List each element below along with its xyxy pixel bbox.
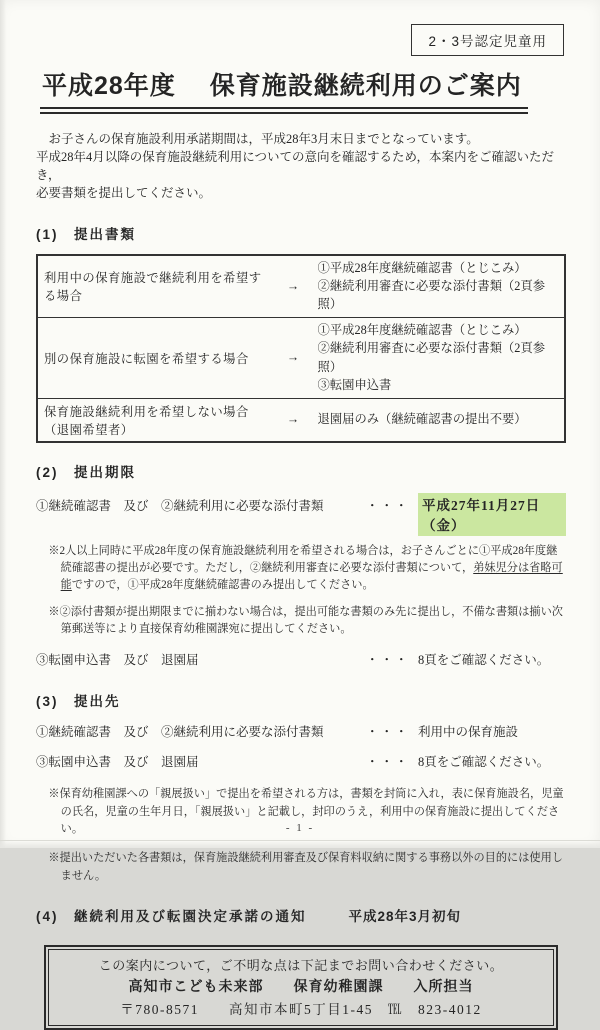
dots-separator: ・・・: [366, 498, 410, 513]
section2-heading: (2) 提出期限: [36, 464, 136, 480]
contact-intro: この案内について，ご不明な点は下記までお問い合わせください。: [98, 958, 504, 974]
section1-heading: (1) 提出書類: [36, 226, 136, 242]
case-cell: 別の保育施設に転園を希望する場合: [37, 317, 275, 398]
page-title: 平成28年度 保育施設継続利用のご案内: [40, 66, 528, 114]
deadline-label: ①継続確認書 及び ②継続利用に必要な添付書類: [36, 498, 324, 513]
case-cell: 保育施設継続利用を希望しない場合（退園希望者）: [37, 398, 275, 442]
section4-heading: (4) 継続利用及び転園決定承諾の通知: [36, 909, 307, 925]
dots-separator: ・・・: [366, 653, 410, 668]
table-row: [37, 255, 565, 318]
note-text: ですので，①平成28年度継続確認書のみ提出してください。: [71, 579, 374, 592]
table-row: [37, 317, 565, 398]
doc-line: 退園届のみ（継続確認書の提出不要）: [317, 412, 527, 427]
dots-separator: ・・・: [366, 725, 410, 740]
docs-cell: [312, 255, 565, 318]
target-audience-badge: 2・3号認定児童用: [411, 24, 564, 56]
intro-line-3: 必要書類を提出してください。: [36, 186, 212, 201]
deadline-line: [36, 493, 566, 536]
arrow-icon: →: [286, 278, 300, 293]
section4-line: [36, 905, 566, 925]
section3-item3-line: [36, 752, 566, 770]
scan-edge-bottom: [0, 840, 600, 848]
item3-value: 8頁をご確認ください。: [418, 755, 550, 770]
deadline-highlight: 平成27年11月27日（金）: [418, 493, 566, 536]
doc-line: ③転園申込書: [317, 378, 392, 393]
section2-note-late-docs: ※②添付書類が提出期限までに揃わない場合は，提出可能な書類のみ先に提出し，不備な書類は揃い次第郵送等により直接保育幼稚園課宛に提出してください。: [48, 605, 563, 635]
item1-label: ①継続確認書 及び ②継続利用に必要な添付書類: [36, 725, 324, 740]
intro-line-2: 平成28年4月以降の保育施設継続利用についての意向を確認するため，本案内をご確認いただき，: [36, 150, 555, 183]
item1-value: 利用中の保育施設: [418, 725, 519, 740]
contact-address-tel: 〒780-8571 高知市本町5丁目1-45 ℡ 823-4012: [120, 1002, 482, 1018]
note-text: ※2人以上同時に平成28年度の保育施設継続利用を希望される場合は，お子さんごとに①平成28年度継続確認書の提出が必要です。ただし，②継続利用審査に必要な添付書類について，: [48, 544, 558, 574]
dots-separator: ・・・: [366, 755, 410, 770]
notification-date: 平成28年3月初旬: [348, 909, 462, 925]
doc-line: ①平成28年度継続確認書（とじこみ）: [317, 260, 527, 275]
section3-note-privacy: ※提出いただいた各書類は，保育施設継続利用審査及び保育料収納に関する事務以外の目的には使用しません。: [48, 852, 563, 882]
docs-cell: [312, 317, 565, 398]
item3-label: ③転園申込書 及び 退園届: [36, 755, 199, 770]
note-underlined-text: 弟妹児分は省略可能: [60, 561, 563, 592]
section3-note-confidential: ※保育幼稚園課への「親展扱い」で提出を希望される方は，書類を封筒に入れ，表に保育施設名，児童の氏名，児童の生年月日，「親展扱い」と記載し，封印のうえ，利用中の保育施設に提出してください。: [48, 788, 564, 836]
badge-row: [36, 24, 564, 56]
arrow-icon: →: [275, 398, 312, 442]
doc-line: ②継続利用審査に必要な添付書類（2頁参照）: [317, 278, 546, 312]
docs-cell: [312, 398, 565, 442]
item3-value: 8頁をご確認ください。: [418, 653, 550, 668]
scan-edge-left: [0, 0, 6, 848]
section3-heading: (3) 提出先: [36, 694, 121, 710]
section2-item3-line: [36, 650, 566, 668]
contact-box-inner: [48, 949, 554, 1026]
table-row: [37, 398, 565, 442]
section3-item1-line: [36, 722, 566, 740]
arrow-icon: →: [275, 317, 312, 398]
item3-label: ③転園申込書 及び 退園届: [36, 653, 199, 668]
doc-line: ①平成28年度継続確認書（とじこみ）: [317, 322, 527, 337]
contact-box: [44, 945, 558, 1030]
title-wrap: [36, 66, 566, 114]
intro-paragraph: [36, 130, 566, 203]
submission-documents-table: [36, 254, 566, 443]
case-cell: 利用中の保育施設で継続利用を希望する場合: [44, 271, 262, 304]
contact-department: 高知市こども未来部 保育幼稚園課 入所担当: [128, 978, 474, 995]
intro-line-1: お子さんの保育施設利用承諾期間は，平成28年3月末日までとなっています。: [36, 132, 479, 146]
section2-note-siblings: [36, 543, 566, 595]
doc-line: ②継続利用審査に必要な添付書類（2頁参照）: [317, 341, 546, 374]
page-number: - 1 -: [285, 822, 315, 834]
